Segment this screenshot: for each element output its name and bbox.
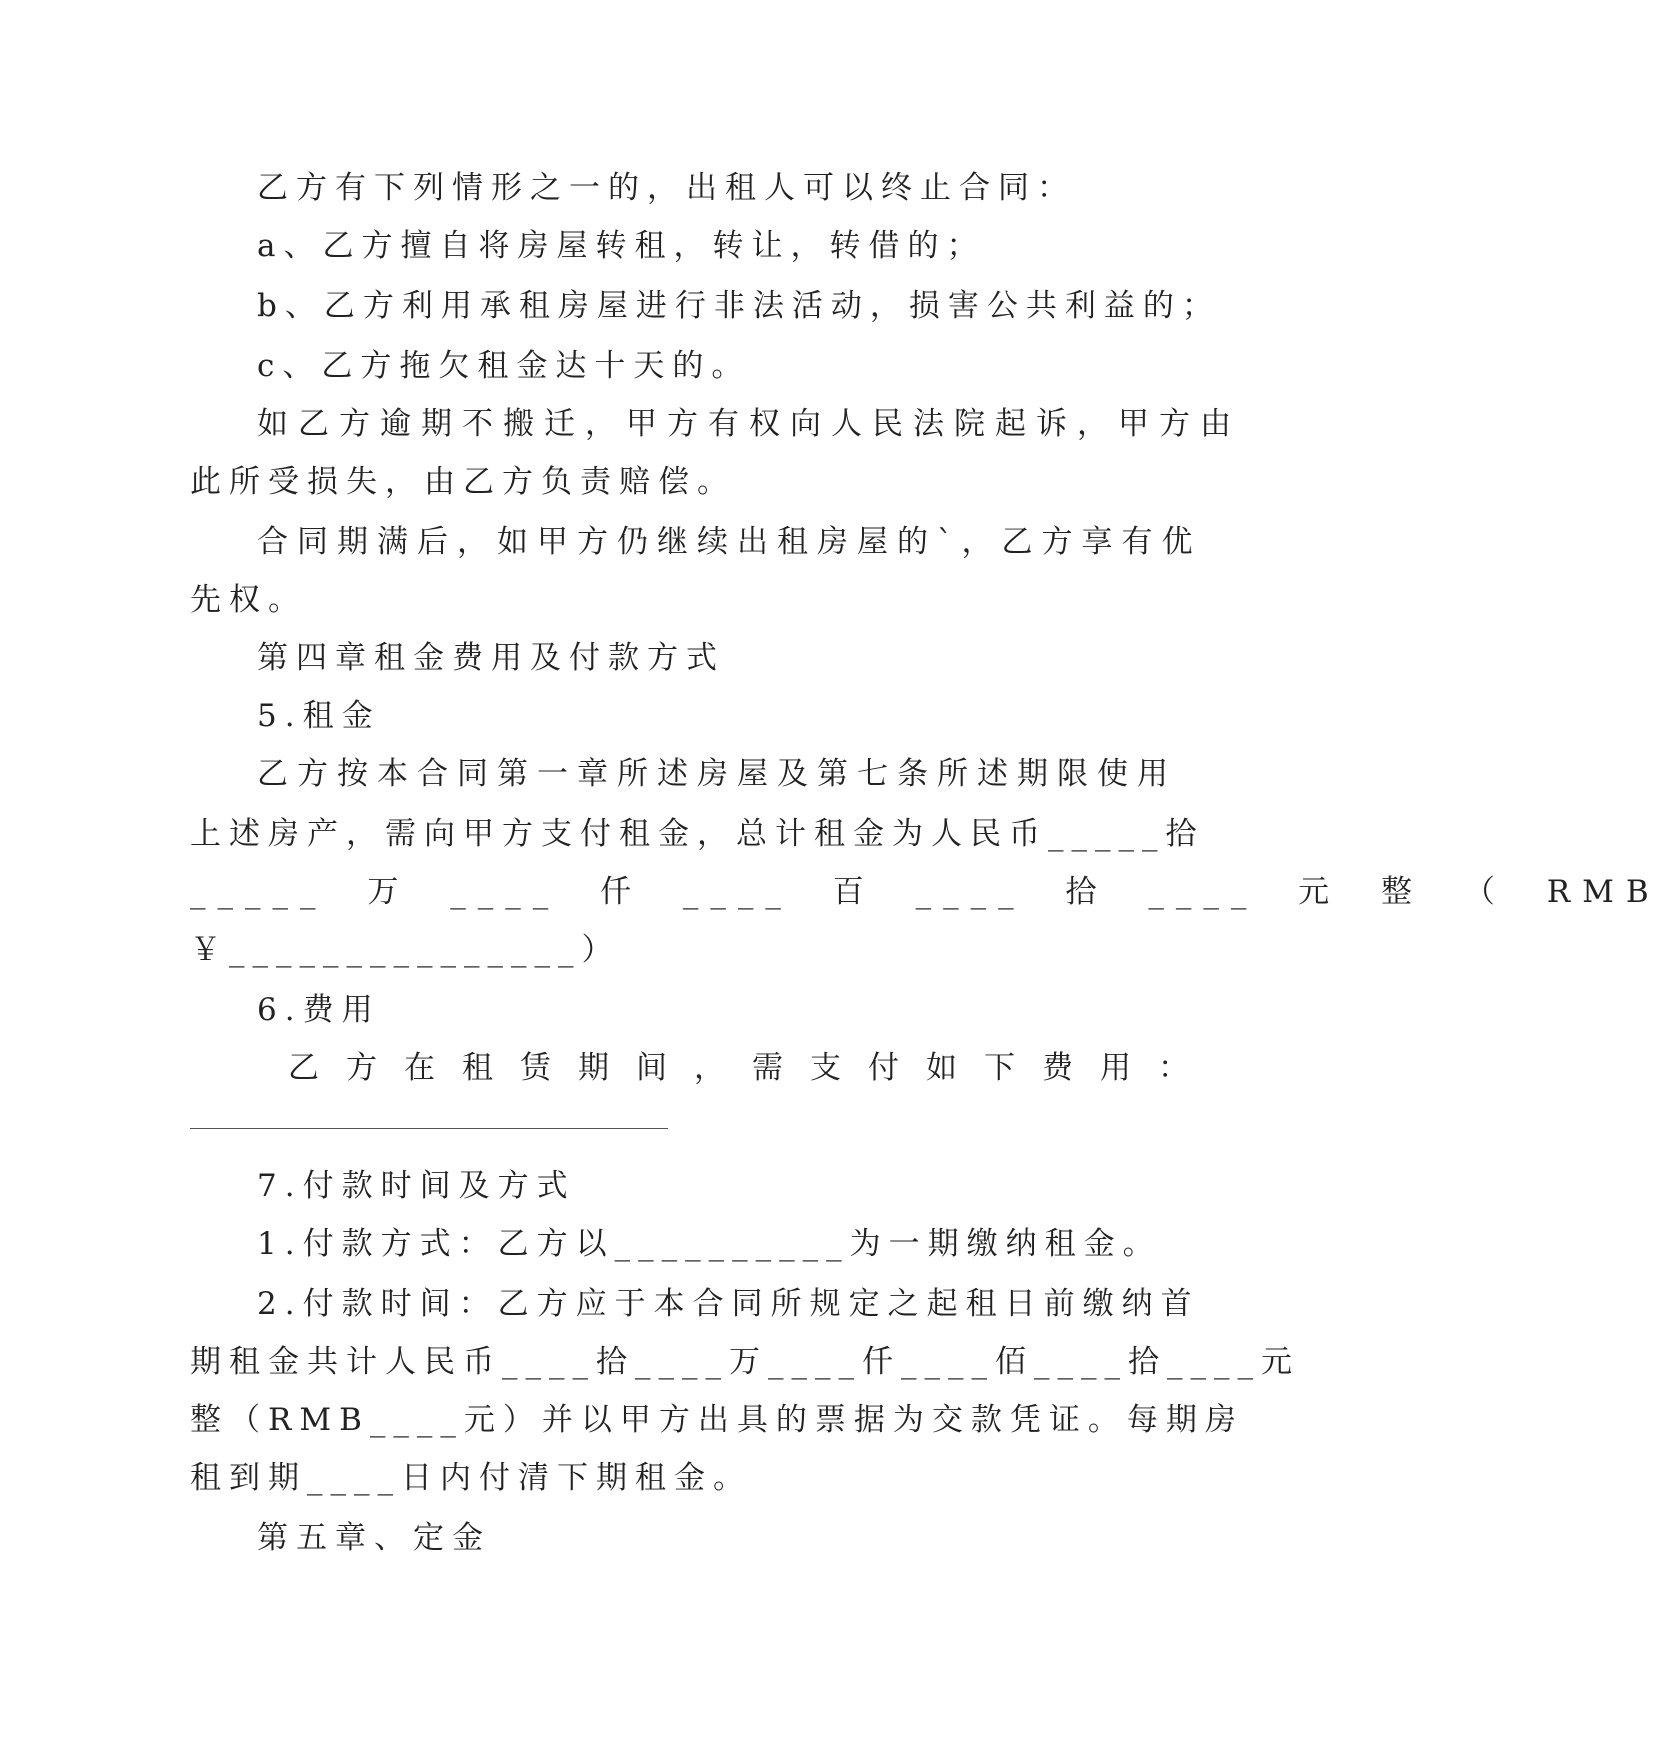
- chapter-heading: 第四章租金费用及付款方式: [257, 640, 725, 676]
- text-line: c、乙方拖欠租金达十天的。: [257, 348, 751, 384]
- text-line: ￥_______________）: [190, 932, 621, 968]
- text-line: b、乙方利用承租房屋进行非法活动，损害公共利益的；: [257, 288, 1221, 324]
- text-line: 合同期满后，如甲方仍继续出租房屋的`，乙方享有优: [257, 524, 1202, 560]
- chapter-heading: 第五章、定金: [257, 1520, 491, 1556]
- text-line: 上述房产，需向甲方支付租金，总计租金为人民币_____拾: [190, 816, 1205, 852]
- text-line: 1.付款方式：乙方以__________为一期缴纳租金。: [257, 1226, 1162, 1262]
- text-line: 整（RMB____元）并以甲方出具的票据为交款凭证。每期房: [190, 1402, 1244, 1438]
- text-line: 2.付款时间：乙方应于本合同所规定之起租日前缴纳首: [257, 1286, 1200, 1322]
- text-line: a、乙方擅自将房屋转租，转让，转借的；: [257, 228, 986, 264]
- text-line: 乙方在租赁期间，需支付如下费用：: [288, 1050, 1216, 1086]
- section-heading: 6.费用: [257, 992, 381, 1028]
- section-heading: 7.付款时间及方式: [257, 1168, 576, 1204]
- section-heading: 5.租金: [257, 698, 381, 734]
- text-line: 乙方按本合同第一章所述房屋及第七条所述期限使用: [257, 756, 1177, 792]
- text-line: _____ 万 ____ 仟 ____ 百 ____ 拾 ____ 元 整 （ RMB: [190, 874, 1661, 910]
- text-line: 先权。: [190, 582, 307, 618]
- text-line: 如乙方逾期不搬迁，甲方有权向人民法院起诉，甲方由: [257, 406, 1241, 442]
- blank-fill-line: [190, 1128, 668, 1129]
- text-line: 此所受损失，由乙方负责赔偿。: [190, 464, 736, 500]
- text-line: 乙方有下列情形之一的，出租人可以终止合同：: [257, 170, 1076, 206]
- text-line: 租到期____日内付清下期租金。: [190, 1460, 752, 1496]
- text-line: 期租金共计人民币____拾____万____仟____佰____拾____元: [190, 1344, 1300, 1380]
